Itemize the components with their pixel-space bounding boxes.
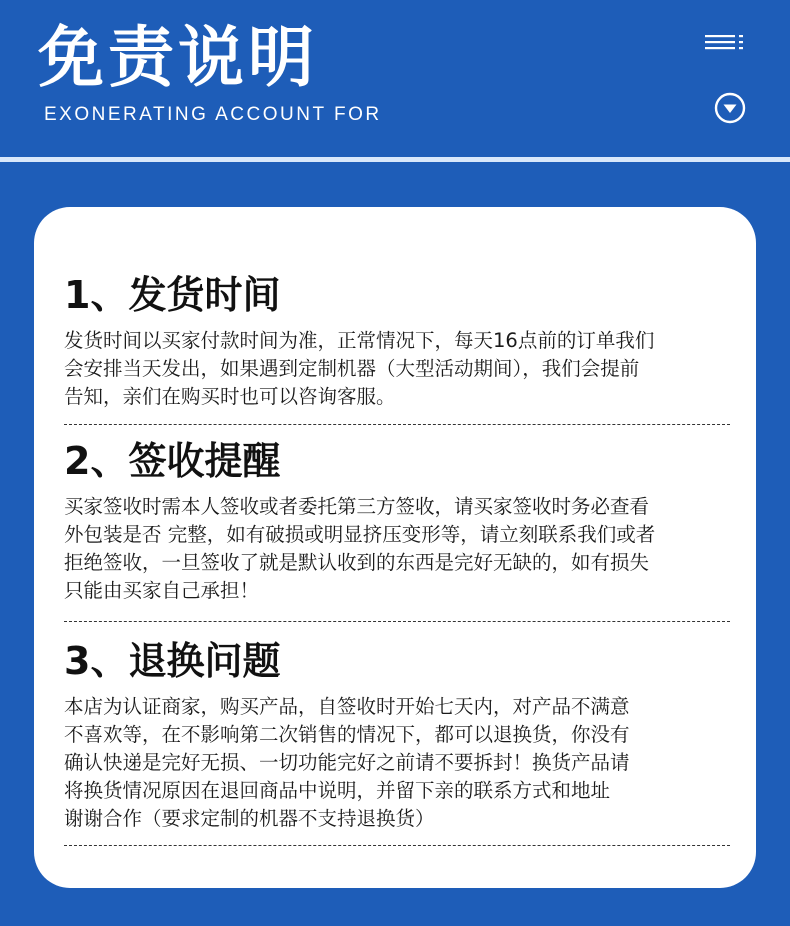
- dashed-divider: [64, 621, 730, 622]
- section-body: 买家签收时需本人签收或者委托第三方签收，请买家签收时务必查看 外包装是否 完整，如有破损或明显挤压变形等，请立刻联系我们或者 拒绝签收，一旦签收了就是默认收到的东西是完好无缺的，如有损失 只能由买家自己承担！: [64, 495, 656, 602]
- section-title: 3、退换问题: [64, 639, 281, 683]
- dashed-divider: [64, 845, 730, 846]
- chevron-down-circle-icon[interactable]: [714, 92, 746, 124]
- section-title: 2、签收提醒: [64, 439, 281, 483]
- section-shipping-time: [64, 273, 730, 411]
- page-subtitle: EXONERATING ACCOUNT FOR: [44, 104, 382, 125]
- section-body: 本店为认证商家，购买产品，自签收时开始七天内，对产品不满意 不喜欢等，在不影响第二次销售的情况下，都可以退换货，你没有 确认快递是完好无损、一切功能完好之前请不要拆封！换货产品请 将换货情况原因在退回商品中说明，并留下亲的联系方式和地址 谢谢合作（要求定制的机器不支持退换货）: [64, 695, 630, 830]
- section-body: 发货时间以买家付款时间为准，正常情况下，每天16点前的订单我们 会安排当天发出，如果遇到定制机器（大型活动期间），我们会提前 告知，亲们在购买时也可以咨询客服。: [64, 329, 655, 408]
- page-title: 免责说明: [38, 19, 318, 96]
- header-stripe: [0, 157, 790, 162]
- section-title: 1、发货时间: [64, 273, 281, 317]
- header: [0, 0, 790, 158]
- dashed-divider: [64, 424, 730, 425]
- menu-icon[interactable]: [705, 34, 745, 50]
- section-receipt-reminder: [64, 439, 730, 605]
- disclaimer-card: [34, 207, 756, 888]
- section-return-exchange: [64, 639, 730, 833]
